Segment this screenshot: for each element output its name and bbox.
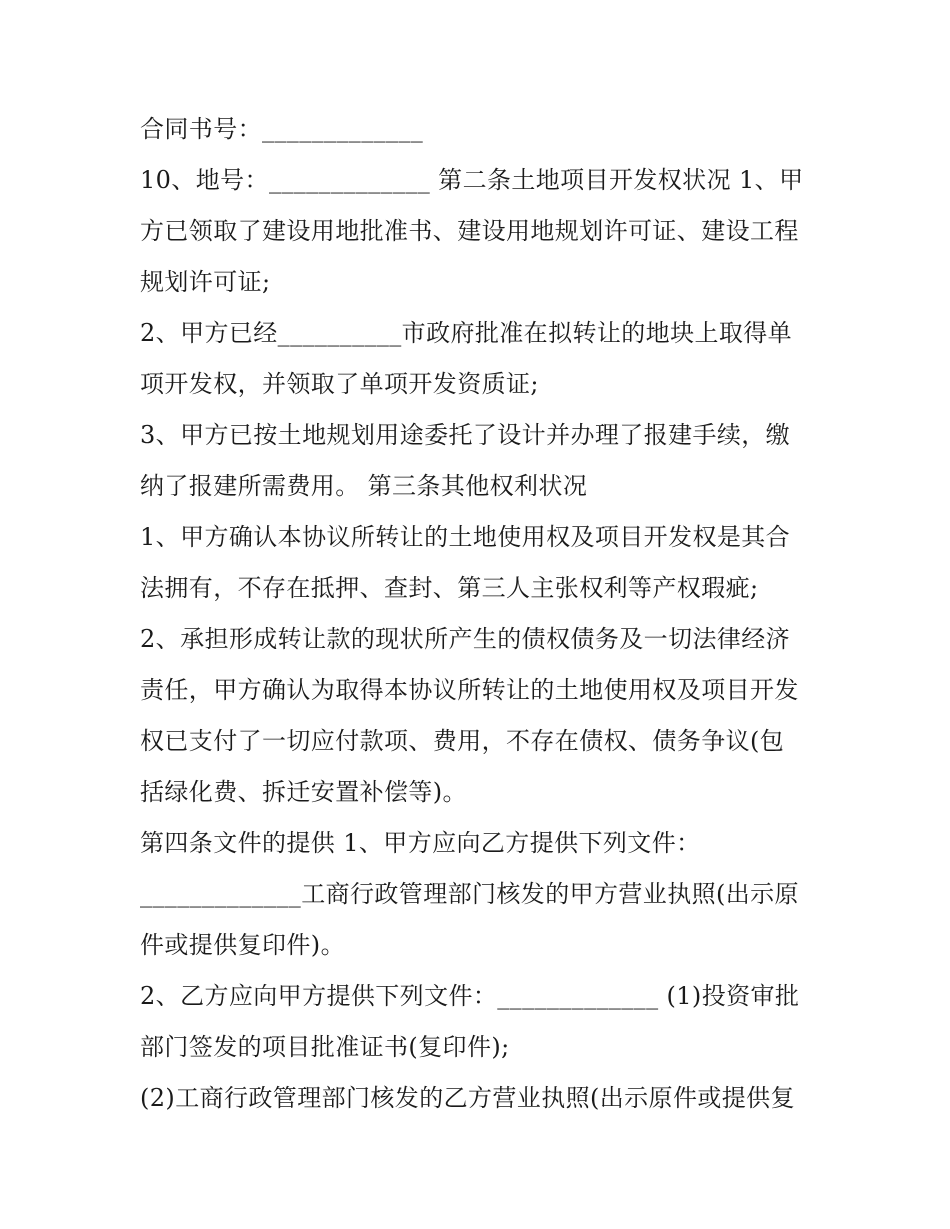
document-body (140, 104, 820, 1124)
text-line: 权已支付了一切应付款项、费用，不存在债权、债务争议(包 (140, 727, 785, 755)
text-line: 2、承担形成转让款的现状所产生的债权债务及一切法律经济 (140, 625, 791, 653)
text-line: (2)工商行政管理部门核发的乙方营业执照(出示原件或提供复 (140, 1084, 795, 1112)
text-line: 项开发权，并领取了单项开发资质证; (140, 370, 539, 398)
text-line: 2、乙方应向甲方提供下列文件：_____________ (1)投资审批 (140, 982, 800, 1010)
text-line: 2、甲方已经__________市政府批准在拟转让的地块上取得单 (140, 319, 793, 347)
text-line: 规划许可证; (140, 268, 271, 296)
text-line: 3、甲方已按土地规划用途委托了设计并办理了报建手续，缴 (140, 421, 791, 449)
text-line: 10、地号：_____________ 第二条土地项目开发权状况 1、甲 (140, 166, 804, 194)
text-line: 方已领取了建设用地批准书、建设用地规划许可证、建设工程 (140, 217, 799, 245)
text-line: 括绿化费、拆迁安置补偿等)。 (140, 778, 467, 806)
text-line: 纳了报建所需费用。 第三条其他权利状况 (140, 472, 588, 500)
text-line: 1、甲方确认本协议所转让的土地使用权及项目开发权是其合 (140, 523, 791, 551)
text-line: 法拥有，不存在抵押、查封、第三人主张权利等产权瑕疵; (140, 574, 759, 602)
text-line: 合同书号：_____________ (140, 115, 424, 143)
text-line: 第四条文件的提供 1、甲方应向乙方提供下列文件： (140, 829, 701, 857)
text-line: 件或提供复印件)。 (140, 931, 345, 959)
text-line: _____________工商行政管理部门核发的甲方营业执照(出示原 (140, 880, 799, 908)
text-line: 责任，甲方确认为取得本协议所转让的土地使用权及项目开发 (140, 676, 799, 704)
text-line: 部门签发的项目批准证书(复印件); (140, 1033, 510, 1061)
